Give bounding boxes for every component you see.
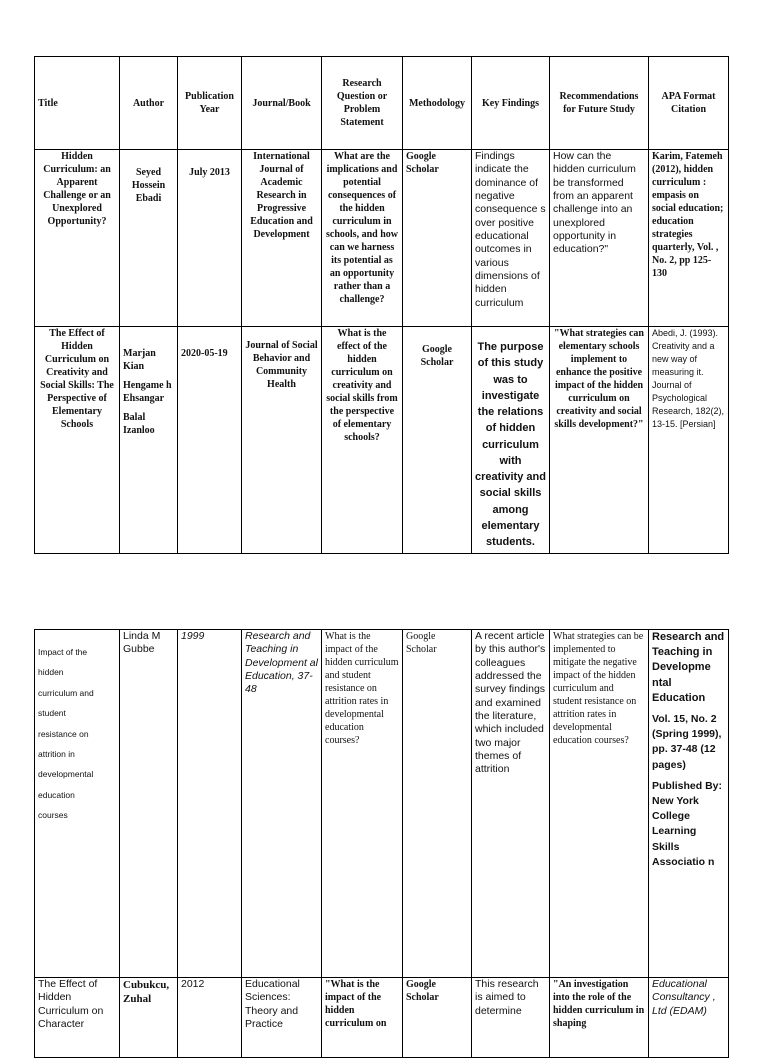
cell-title: The Effect of Hidden Curriculum on Creativity and Social Skills: The Perspective of Elementary Schools — [35, 327, 120, 554]
title-line: curriculum and — [38, 687, 94, 698]
author-name: Marjan Kian — [123, 348, 156, 372]
cell-journal: Research and Teaching in Development al Education, 37-48 — [242, 630, 322, 978]
cell-journal: Educational Sciences: Theory and Practice — [242, 978, 322, 1058]
cell-recommendations: "An investigation into the role of the hidden curriculum in shaping — [550, 978, 649, 1058]
cell-findings: Findings indicate the dominance of negative consequence s over positive educational outcomes in various dimensions of hidden curriculum — [472, 150, 550, 327]
cell-question: What is the effect of the hidden curriculum on creativity and social skills from the perspective of elementary schools? — [322, 327, 403, 554]
cell-year: 2012 — [178, 978, 242, 1058]
title-line: hidden — [38, 667, 64, 678]
cell-citation: Educational Consultancy , Ltd (EDAM) — [649, 978, 729, 1058]
title-line: attrition in — [38, 748, 75, 759]
header-author: Author — [120, 57, 178, 150]
cell-recommendations: What strategies can be implemented to mitigate the negative impact of the hidden curriculum and student resistance on attrition rates in developmental education courses? — [550, 630, 649, 978]
cell-journal: International Journal of Academic Research in Progressive Education and Development — [242, 150, 322, 327]
header-row — [35, 57, 729, 150]
header-key-findings: Key Findings — [472, 57, 550, 150]
title-line: courses — [38, 810, 68, 821]
header-publication-year: Publication Year — [178, 57, 242, 150]
title-line: education — [38, 789, 75, 800]
title-line: student — [38, 708, 66, 719]
cell-citation: Abedi, J. (1993). Creativity and a new way of measuring it. Journal of Psychological Research, 182(2), 13-15. [Persian] — [649, 327, 729, 554]
title-line: resistance on — [38, 728, 89, 739]
header-apa-citation: APA Format Citation — [649, 57, 729, 150]
cell-question: What is the impact of the hidden curriculum and student resistance on attrition rates in developmental education courses? — [322, 630, 403, 978]
cell-citation — [649, 630, 729, 978]
cell-recommendations: "What strategies can elementary schools implement to enhance the positive impact of the hidden curriculum on creativity and social skills development?" — [550, 327, 649, 554]
cell-methodology: Google Scholar — [403, 978, 472, 1058]
citation-part: Research and Teaching in Developme ntal Education — [652, 631, 725, 704]
table-row — [35, 978, 729, 1058]
cell-methodology: Google Scholar — [403, 327, 472, 554]
cell-methodology: Google Scholar — [403, 150, 472, 327]
cell-year: 1999 — [178, 630, 242, 978]
header-methodology: Methodology — [403, 57, 472, 150]
cell-authors — [120, 327, 178, 554]
cell-findings: This research is aimed to determine — [472, 978, 550, 1058]
header-research-question: Research Question or Problem Statement — [322, 57, 403, 150]
cell-year: July 2013 — [178, 150, 242, 327]
author-name: Hengame h Ehsangar — [123, 380, 172, 404]
cell-year: 2020-05-19 — [178, 327, 242, 554]
table-row — [35, 327, 729, 554]
cell-findings: A recent article by this author's colleagues addressed the survey findings and examined the literature, which included two major themes of attrition — [472, 630, 550, 978]
cell-citation: Karim, Fatemeh (2012), hidden curriculum : empasis on social education; education strategies quarterly, Vol. , No. 2, pp 125-130 — [649, 150, 729, 327]
citation-part: Vol. 15, No. 2 (Spring 1999), pp. 37-48 (12 pages) — [652, 712, 722, 771]
cell-question: What are the implications and potential consequences of the hidden curriculum in schools, and how can we harness its potential as an opportunity rather than a challenge? — [322, 150, 403, 327]
cell-recommendations: How can the hidden curriculum be transformed from an apparent challenge into an unexplored opportunity in education?" — [550, 150, 649, 327]
table-row — [35, 630, 729, 978]
cell-author: Seyed Hossein Ebadi — [120, 150, 178, 327]
literature-table-2 — [34, 629, 729, 1058]
table-row — [35, 150, 729, 327]
title-line: developmental — [38, 769, 94, 780]
header-journal: Journal/Book — [242, 57, 322, 150]
cell-author: Linda M Gubbe — [120, 630, 178, 978]
cell-title: Hidden Curriculum: an Apparent Challenge or an Unexplored Opportunity? — [35, 150, 120, 327]
cell-findings: The purpose of this study was to investigate the relations of hidden curriculum with creativity and social skills among elementary students. — [472, 327, 550, 554]
literature-table-1 — [34, 56, 729, 554]
citation-part: Published By: New York College Learning Skills Associatio n — [652, 779, 723, 868]
cell-question: "What is the impact of the hidden curriculum on — [322, 978, 403, 1058]
cell-journal: Journal of Social Behavior and Community Health — [242, 327, 322, 554]
title-line: Impact of the — [38, 647, 88, 657]
header-recommendations: Recommendations for Future Study — [550, 57, 649, 150]
author-name: Balal Izanloo — [123, 412, 155, 436]
cell-title — [35, 630, 120, 978]
cell-methodology: Google Scholar — [403, 630, 472, 978]
cell-title: The Effect of Hidden Curriculum on Character — [35, 978, 120, 1058]
header-title: Title — [35, 57, 120, 150]
cell-author: Cubukcu, Zuhal — [120, 978, 178, 1058]
